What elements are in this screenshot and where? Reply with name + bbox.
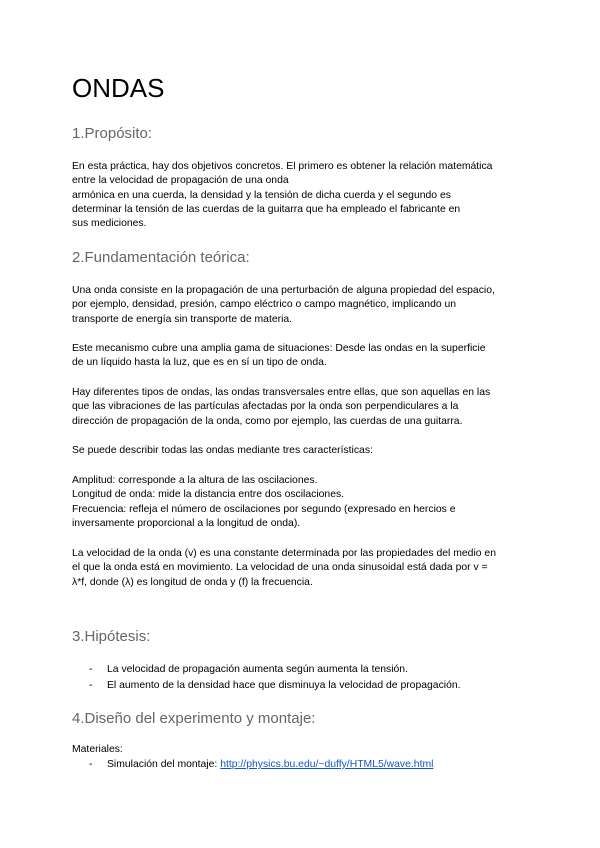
simulation-link[interactable]: http://physics.bu.edu/~duffy/HTML5/wave.html [220,759,434,770]
text-line: transporte de energía sin transporte de materia. [72,313,293,325]
list-item-text: El aumento de la densidad hace que disminuya la velocidad de propagación. [107,680,461,691]
list-item-text: Simulación del montaje: [107,759,221,770]
text-line: La velocidad de la onda (v) es una constante determinada por las propiedades del medio en [72,548,496,559]
list-item [89,662,461,678]
hipotesis-list [89,662,461,694]
list-item [89,678,461,694]
text-line: el que la onda está en movimiento. La velocidad de una onda sinusoidal está dada por v = [72,562,488,574]
text-line: Hay diferentes tipos de ondas, las ondas transversales entre ellas, que son aquellas en las [72,387,491,398]
text-line: Longitud de onda: mide la distancia entre dos oscilaciones. [72,489,345,501]
paragraph-onda-definicion [72,284,532,327]
paragraph-definiciones [72,474,532,531]
dash-bullet: - [89,759,93,770]
paragraph-tipos-ondas [72,386,532,429]
text-line: dirección de propagación de la onda, como por ejemplo, las cuerdas de una guitarra. [72,415,463,427]
dash-bullet: - [89,664,93,675]
text-line: de un líquido hasta la luz, que es en sí un tipo de onda. [72,357,327,369]
text-line: inversamente proporcional a la longitud de onda). [72,517,301,529]
heading-proposito: 1.Propósito: [72,125,153,142]
materiales-label: Materiales: [72,744,123,755]
paragraph-caracteristicas [72,444,532,458]
dash-bullet: - [89,680,93,691]
paragraph-velocidad [72,547,532,590]
text-line: Este mecanismo cubre una amplia gama de situaciones: Desde las ondas en la superficie [72,343,486,354]
text-line: En esta práctica, hay dos objetivos concretos. El primero es obtener la relación matemática [72,161,493,172]
text-line: entre la velocidad de propagación de una onda [72,175,289,187]
text-line: armónica en una cuerda, la densidad y la tensión de dicha cuerda y el segundo es [72,189,451,201]
text-line: Amplitud: corresponde a la altura de las oscilaciones. [72,475,318,486]
heading-hipotesis: 3.Hipótesis: [72,628,151,645]
text-line: Frecuencia: refleja el número de oscilaciones por segundo (expresado en hercios e [72,503,456,515]
text-line: Se puede describir todas las ondas mediante tres características: [72,445,373,456]
paragraph-proposito [72,160,532,231]
text-line: por ejemplo, densidad, presión, campo eléctrico o campo magnético, implicando un [72,299,457,311]
text-line: que las vibraciones de las partículas afectadas por la onda son perpendiculares a la [72,401,459,413]
text-line: λ*f, donde (λ) es longitud de onda y (f) la frecuencia. [72,576,313,588]
paragraph-mecanismo [72,342,532,371]
document-title: ONDAS [72,73,165,103]
materiales-list [89,757,433,773]
list-item-text: La velocidad de propagación aumenta según aumenta la tensión. [107,664,408,675]
text-line: sus mediciones. [72,218,147,230]
text-line: Una onda consiste en la propagación de una perturbación de alguna propiedad del espacio, [72,285,495,296]
heading-fundamentacion: 2.Fundamentación teórica: [72,249,250,266]
list-item [89,757,433,773]
heading-diseno: 4.Diseño del experimento y montaje: [72,710,316,727]
text-line: determinar la tensión de las cuerdas de la guitarra que ha empleado el fabricante en [72,203,461,215]
